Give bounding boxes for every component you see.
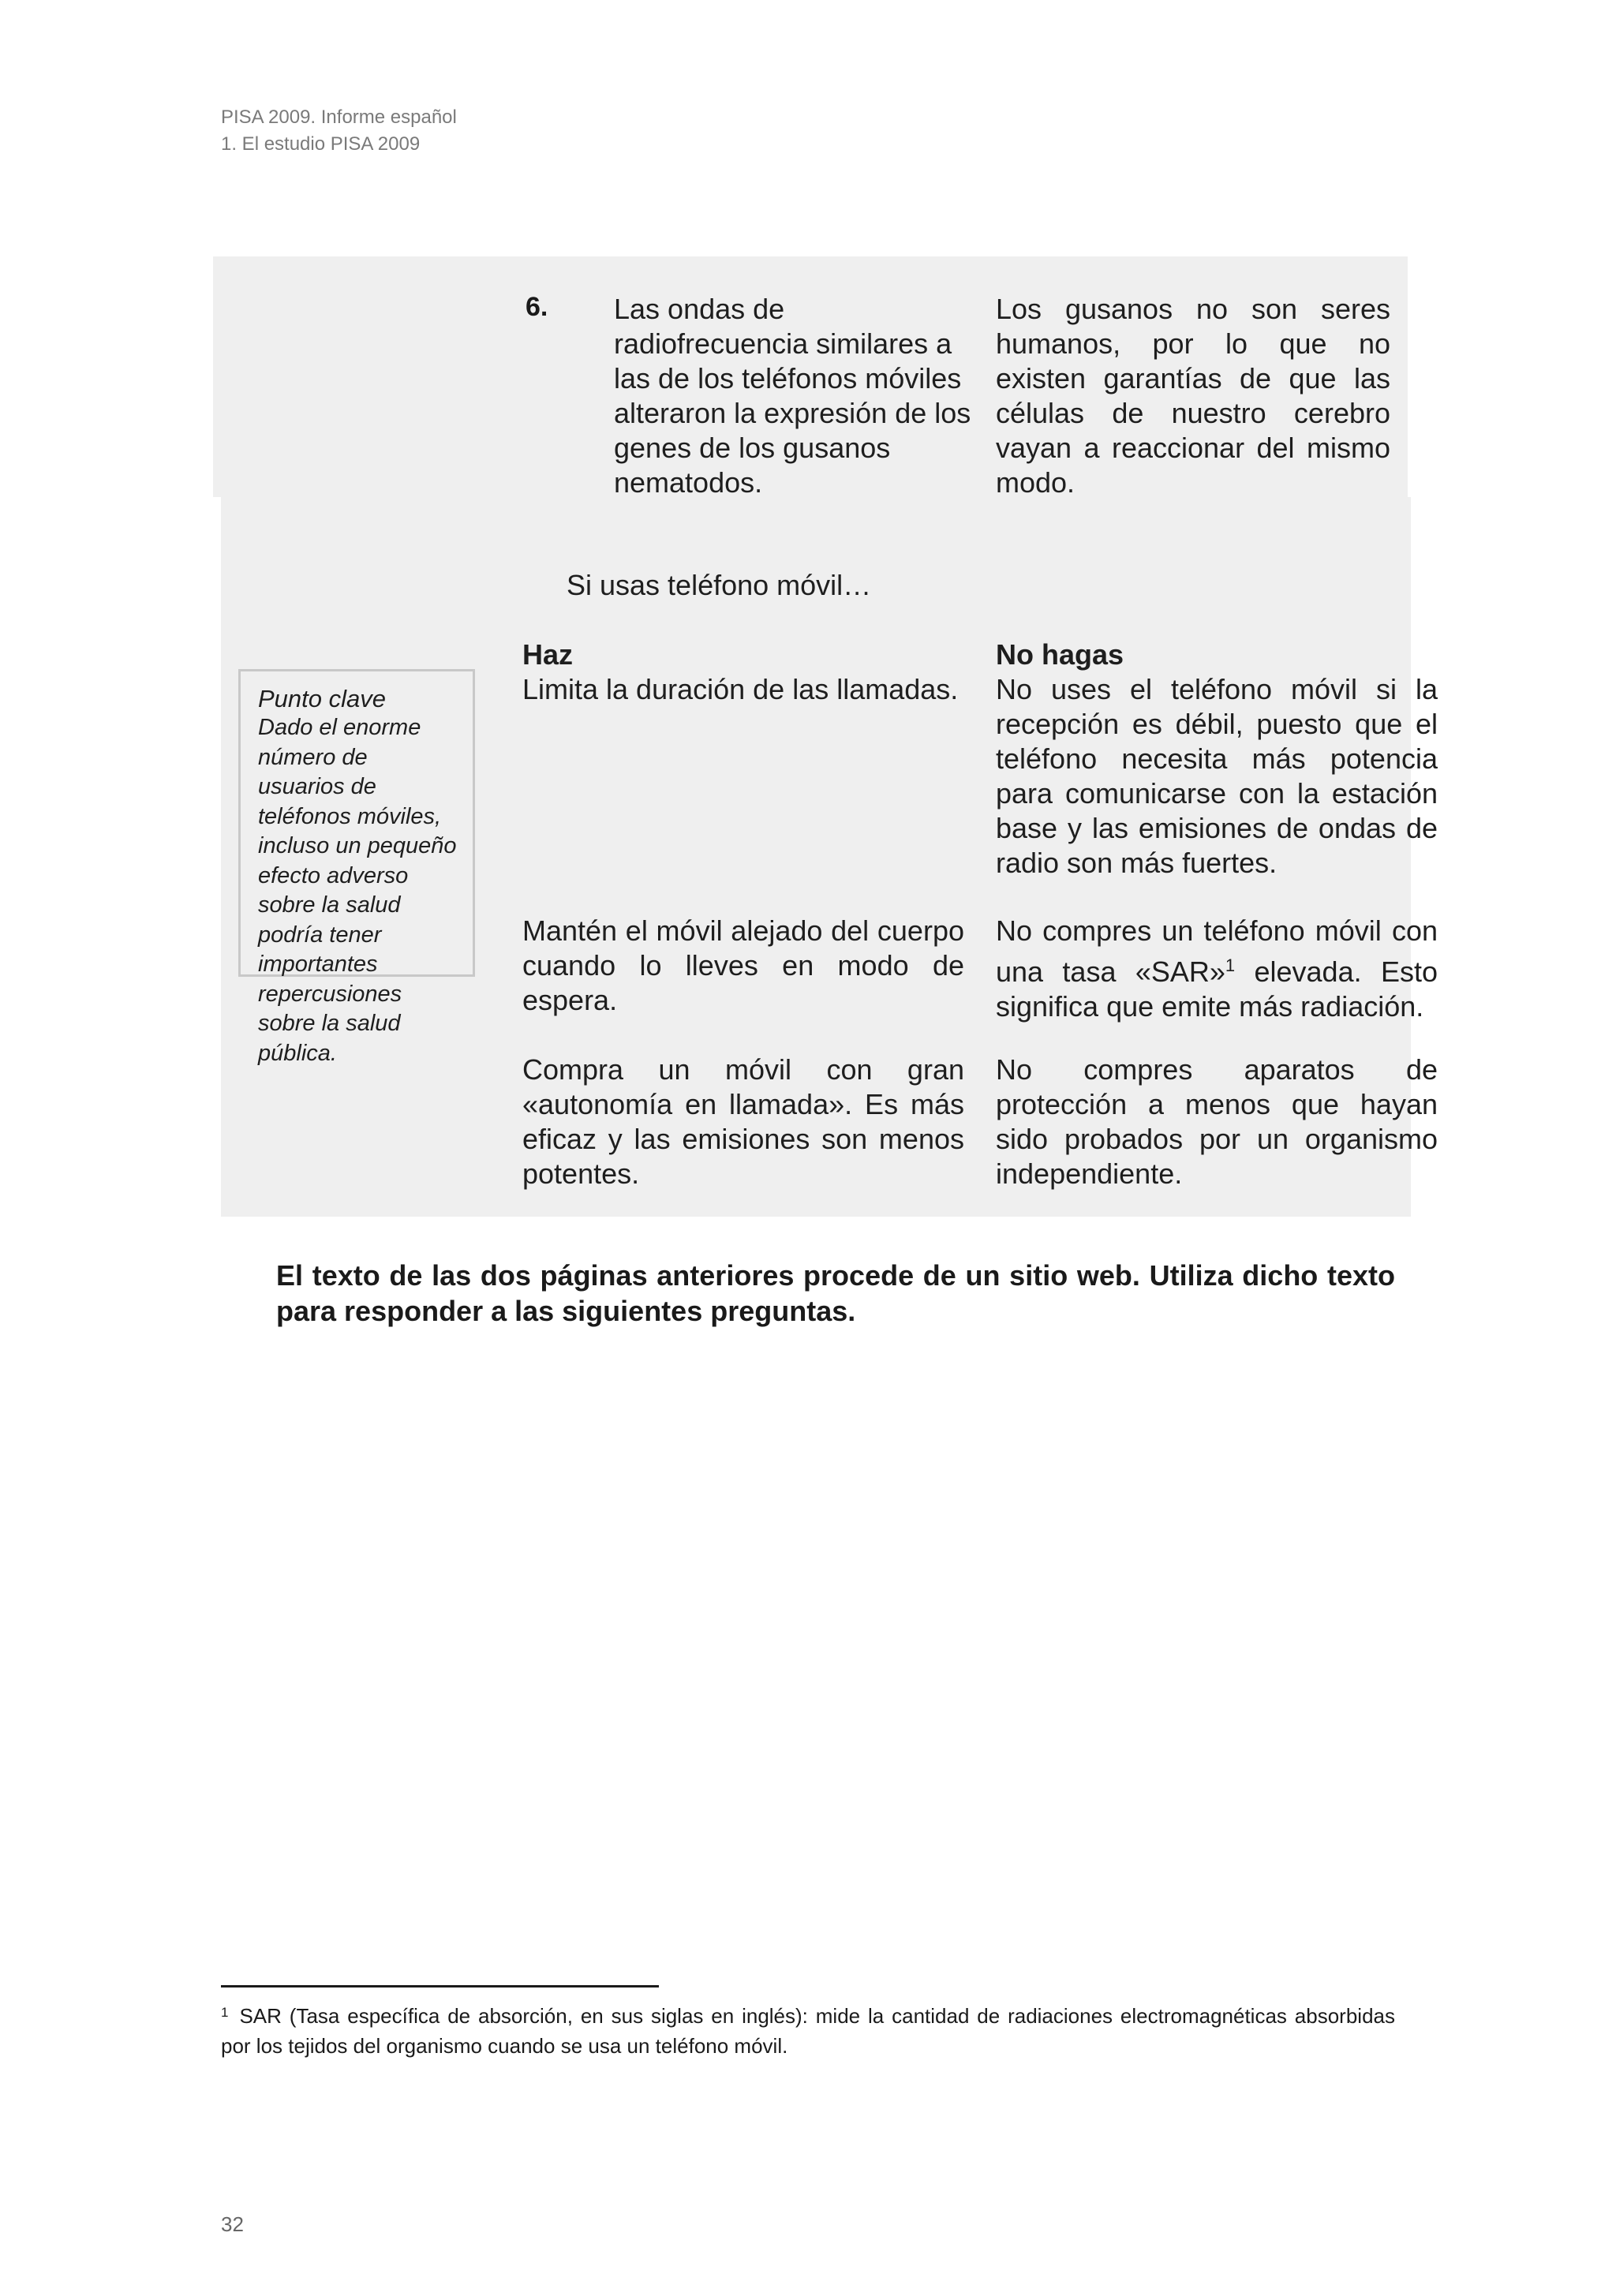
do-item: Compra un móvil con gran «autonomía en llamada». Es más eficaz y las emisiones son menos potentes. — [522, 1053, 964, 1190]
key-point-body: Dado el enorme número de usuarios de teléfonos móviles, incluso un pequeño efecto adverso sobre la salud podría tener importantes repercusiones sobre la salud pública. — [258, 715, 457, 1066]
footnote-ref: 1 — [1225, 955, 1236, 975]
page-number: 32 — [221, 2212, 244, 2236]
footnote-separator — [221, 1985, 659, 1987]
questions-intro: El texto de las dos páginas anteriores procede de un sitio web. Utiliza dicho texto para responder a las siguientes preguntas. — [276, 1259, 1395, 1327]
do-heading: Haz — [522, 638, 574, 671]
tips-title: Si usas teléfono móvil… — [567, 569, 872, 601]
rebuttal-text: Los gusanos no son seres humanos, por lo que no existen garantías de que las células de nuestro cerebro vayan a reaccionar del mismo modo. — [996, 293, 1390, 499]
dont-item — [996, 914, 1438, 1024]
footnote — [221, 2001, 1395, 2061]
do-item: Mantén el móvil alejado del cuerpo cuando lo lleves en modo de espera. — [522, 914, 964, 1016]
dont-item: No uses el teléfono móvil si la recepción es débil, puesto que el teléfono necesita más potencia para comunicarse con la estación base y las emisiones de ondas de radio son más fuertes. — [996, 673, 1438, 879]
key-point-title: Punto clave — [258, 685, 386, 712]
running-header — [221, 104, 457, 158]
dont-item: No compres aparatos de protección a menos que hayan sido probados por un organismo independiente. — [996, 1053, 1438, 1190]
claim-number: 6. — [526, 292, 548, 322]
claim-text: Las ondas de radiofrecuencia similares a las de los teléfonos móviles alteraron la expresión de los genes de los gusanos nematodos. — [614, 293, 971, 499]
do-item: Limita la duración de las llamadas. — [522, 673, 959, 705]
footnote-text: SAR (Tasa específica de absorción, en sus siglas en inglés): mide la cantidad de radiaciones electromagnéticas absorbidas por los tejidos del organismo cuando se usa un teléfono móvil. — [221, 2004, 1395, 2058]
dont-heading: No hagas — [996, 638, 1124, 671]
footnote-mark: 1 — [221, 2005, 229, 2020]
header-title: PISA 2009. Informe español — [221, 107, 457, 128]
header-chapter: 1. El estudio PISA 2009 — [221, 133, 421, 155]
key-point-box — [238, 669, 475, 1066]
dont-item-text: No compres un teléfono móvil con una tasa «SAR» — [996, 914, 1438, 988]
dont-item-text-tail: elevada. Esto significa que emite más radiación. — [996, 955, 1438, 1023]
